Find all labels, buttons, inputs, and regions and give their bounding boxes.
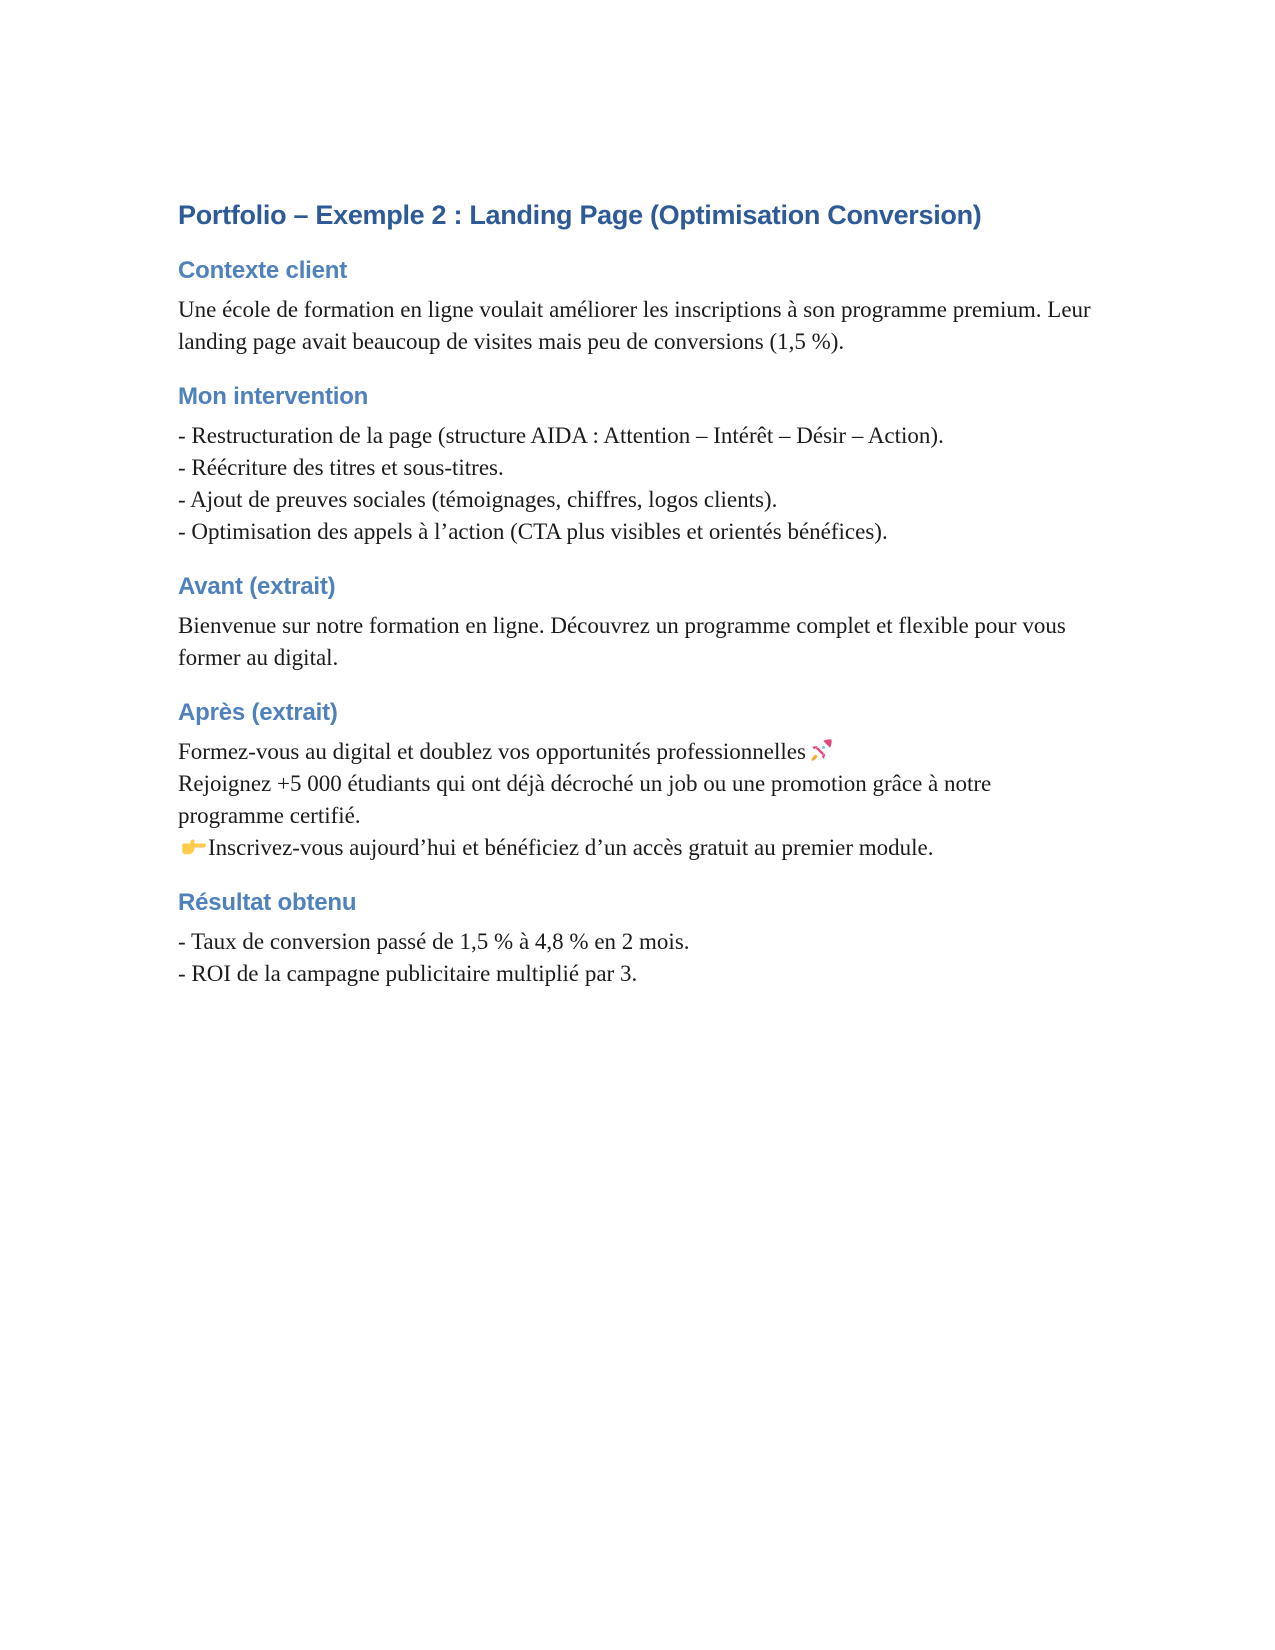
list-item: - ROI de la campagne publicitaire multiplié par 3.	[178, 961, 638, 986]
section-heading-contexte-client: Contexte client	[178, 257, 348, 284]
section-contexte-client	[178, 256, 1102, 358]
section-apres-extrait	[178, 698, 1102, 864]
list-item: - Taux de conversion passé de 1,5 % à 4,8 % en 2 mois.	[178, 929, 690, 954]
paragraph-cta	[178, 832, 1102, 864]
paragraph	[178, 736, 1102, 768]
paragraph: Bienvenue sur notre formation en ligne. Découvrez un programme complet et flexible pour vous former au digital.	[178, 613, 1066, 670]
paragraph: Rejoignez +5 000 étudiants qui ont déjà décroché un job ou une promotion grâce à notre programme certifié.	[178, 771, 992, 828]
section-heading-apres-extrait: Après (extrait)	[178, 699, 338, 726]
pointing-right-icon	[180, 833, 206, 859]
list-item: - Optimisation des appels à l’action (CTA plus visibles et orientés bénéfices).	[178, 519, 888, 544]
rocket-icon	[808, 737, 834, 763]
list-item: - Ajout de preuves sociales (témoignages, chiffres, logos clients).	[178, 487, 778, 512]
list-item: - Réécriture des titres et sous-titres.	[178, 455, 504, 480]
paragraph: Une école de formation en ligne voulait améliorer les inscriptions à son programme premium. Leur landing page avait beaucoup de visites mais peu de conversions (1,5 %).	[178, 297, 1091, 354]
section-heading-mon-intervention: Mon intervention	[178, 383, 369, 410]
section-heading-avant-extrait: Avant (extrait)	[178, 573, 336, 600]
list-item: - Restructuration de la page (structure AIDA : Attention – Intérêt – Désir – Action).	[178, 423, 944, 448]
document-page	[178, 198, 1102, 990]
page-title: Portfolio – Exemple 2 : Landing Page (Optimisation Conversion)	[178, 200, 982, 230]
section-heading-resultat-obtenu: Résultat obtenu	[178, 889, 357, 916]
paragraph-text: Inscrivez-vous aujourd’hui et bénéficiez d’un accès gratuit au premier module.	[208, 835, 934, 860]
section-mon-intervention	[178, 382, 1102, 548]
paragraph-text: Formez-vous au digital et doublez vos opportunités professionnelles	[178, 739, 806, 764]
section-resultat-obtenu	[178, 888, 1102, 990]
section-avant-extrait	[178, 572, 1102, 674]
